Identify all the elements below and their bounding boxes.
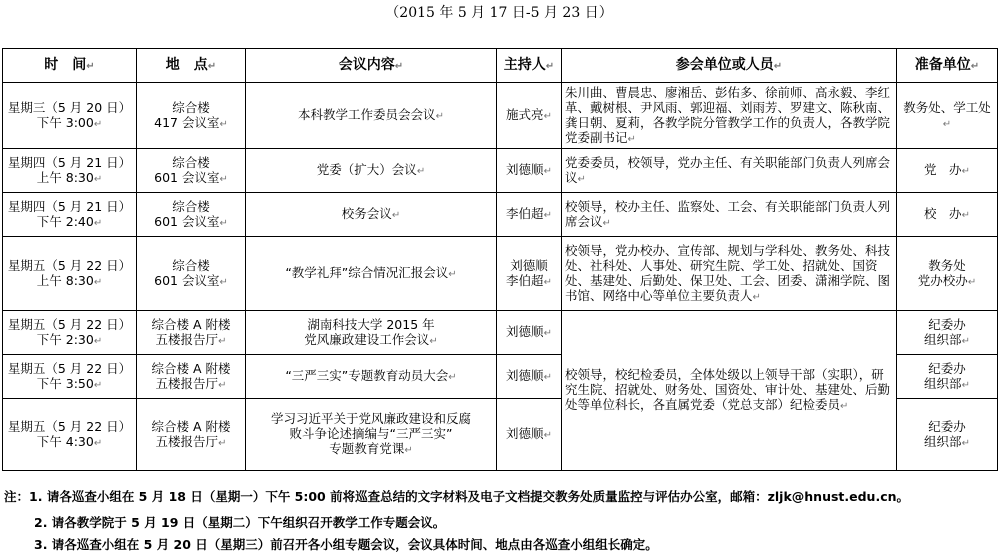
notes-label: 注： xyxy=(4,489,30,504)
prep-cell: 纪委办 组织部↵ xyxy=(897,355,998,399)
paragraph-mark-icon: ↵ xyxy=(429,335,438,347)
paragraph-mark-icon: ↵ xyxy=(93,335,103,347)
prep-cell: 校 办↵ xyxy=(897,193,998,237)
paragraph-mark-icon: ↵ xyxy=(543,372,552,383)
paragraph-mark-icon: ↵ xyxy=(86,60,95,72)
schedule-title: （2015 年 5 月 17 日-5 月 23 日） xyxy=(385,5,613,21)
header-prep: 准备单位↵ xyxy=(897,49,998,83)
header-host: 主持人↵ xyxy=(497,49,562,83)
host-cell: 刘德顺↵ xyxy=(497,399,562,471)
paragraph-mark-icon: ↵ xyxy=(448,269,457,280)
place-cell: 综合楼 601 会议室↵ xyxy=(137,193,246,237)
paragraph-mark-icon: ↵ xyxy=(207,60,217,72)
paragraph-mark-icon: ↵ xyxy=(416,166,426,177)
paragraph-mark-icon: ↵ xyxy=(543,328,552,339)
header-content: 会议内容↵ xyxy=(246,49,497,83)
paragraph-mark-icon: ↵ xyxy=(773,60,783,72)
note-item: 2. 请各教学院于 5 月 19 日（星期二）下午组织召开教学工作专题会议。 xyxy=(34,515,446,530)
host-cell: 施式亮↵ xyxy=(497,83,562,149)
time-cell: 星期五（5 月 22 日） 下午 2:30↵ xyxy=(3,311,137,355)
paragraph-mark-icon: ↵ xyxy=(218,379,227,391)
host-cell: 刘德顺↵ xyxy=(497,355,562,399)
paragraph-mark-icon: ↵ xyxy=(545,60,555,72)
paragraph-mark-icon: ↵ xyxy=(93,379,103,391)
paragraph-mark-icon: ↵ xyxy=(967,276,977,288)
place-cell: 综合楼 601 会议室↵ xyxy=(137,237,246,311)
header-time: 时 间↵ xyxy=(3,49,137,83)
paragraph-mark-icon: ↵ xyxy=(93,173,103,185)
content-cell: 湖南科技大学 2015 年 党风廉政建设工作会议↵ xyxy=(246,311,497,355)
table-row xyxy=(3,193,998,237)
paragraph-mark-icon: ↵ xyxy=(219,217,228,229)
paragraph-mark-icon: ↵ xyxy=(627,133,636,145)
prep-cell: 教务处、学工处↵ xyxy=(897,83,998,149)
prep-cell: 党 办↵ xyxy=(897,149,998,193)
content-cell: 学习习近平关于党风廉政建设和反腐 败斗争论述摘编与“三严三实” 专题教育党课↵ xyxy=(246,399,497,471)
content-cell: 党委（扩大）会议↵ xyxy=(246,149,497,193)
attendees-cell: 朱川曲、曹晨忠、廖湘岳、彭佑多、徐前师、高永毅、李红革、戴树根、尹风雨、郭迎福、刘雨芳、罗建文、陈秋南、龚日朝、夏莉，各教学院分管教学工作的负责人，各教学院党委副书记↵ xyxy=(562,83,897,149)
paragraph-mark-icon: ↵ xyxy=(577,173,586,185)
place-cell: 综合楼 601 会议室↵ xyxy=(137,149,246,193)
paragraph-mark-icon: ↵ xyxy=(970,60,980,72)
host-cell: 刘德顺 李伯超↵ xyxy=(497,237,562,311)
paragraph-mark-icon: ↵ xyxy=(961,210,970,221)
paragraph-mark-icon: ↵ xyxy=(961,437,970,449)
place-cell: 综合楼 A 附楼 五楼报告厅↵ xyxy=(137,355,246,399)
host-cell: 刘德顺↵ xyxy=(497,149,562,193)
paragraph-mark-icon: ↵ xyxy=(543,210,552,221)
host-cell: 李伯超↵ xyxy=(497,193,562,237)
paragraph-mark-icon: ↵ xyxy=(219,118,228,130)
table-header-row xyxy=(3,49,998,83)
paragraph-mark-icon: ↵ xyxy=(394,60,404,72)
place-cell: 综合楼 417 会议室↵ xyxy=(137,83,246,149)
merged-attendees-cell: 校领导，校纪检委员，全体处级以上领导干部（实职），研究生院、招就处、财务处、国资处、审计处、基建处、后勤处等单位科长，各直属党委（党总支部）纪检委员↵ xyxy=(562,311,897,471)
place-cell: 综合楼 A 附楼 五楼报告厅↵ xyxy=(137,311,246,355)
paragraph-mark-icon: ↵ xyxy=(448,372,457,383)
paragraph-mark-icon: ↵ xyxy=(543,166,552,177)
table-row xyxy=(3,311,998,355)
paragraph-mark-icon: ↵ xyxy=(961,379,970,391)
paragraph-mark-icon: ↵ xyxy=(961,166,970,177)
paragraph-mark-icon: ↵ xyxy=(218,437,227,449)
prep-cell: 教务处 党办校办↵ xyxy=(897,237,998,311)
attendees-cell: 校领导，党办校办、宣传部、规划与学科处、教务处、科技处、社科处、人事处、研究生院、学工处、招就处、国资处、基建处、后勤处、保卫处、工会、团委、潇湘学院、图书馆、网络中心等单位主要负责人↵ xyxy=(562,237,897,311)
place-cell: 综合楼 A 附楼 五楼报告厅↵ xyxy=(137,399,246,471)
paragraph-mark-icon: ↵ xyxy=(543,276,552,288)
paragraph-mark-icon: ↵ xyxy=(404,445,413,456)
attendees-cell: 党委委员，校领导，党办主任、有关职能部门负责人列席会议↵ xyxy=(562,149,897,193)
table-row xyxy=(3,83,998,149)
time-cell: 星期五（5 月 22 日） 下午 3:50↵ xyxy=(3,355,137,399)
paragraph-mark-icon: ↵ xyxy=(218,335,227,347)
paragraph-mark-icon: ↵ xyxy=(93,118,103,130)
paragraph-mark-icon: ↵ xyxy=(602,217,611,229)
prep-cell: 纪委办 组织部↵ xyxy=(897,311,998,355)
content-cell: 本科教学工作委员会会议↵ xyxy=(246,83,497,149)
time-cell: 星期四（5 月 21 日） 下午 2:40↵ xyxy=(3,193,137,237)
paragraph-mark-icon: ↵ xyxy=(93,217,103,229)
time-cell: 星期五（5 月 22 日） 下午 4:30↵ xyxy=(3,399,137,471)
prep-cell: 纪委办 组织部↵ xyxy=(897,399,998,471)
host-cell: 刘德顺↵ xyxy=(497,311,562,355)
header-place: 地 点↵ xyxy=(137,49,246,83)
paragraph-mark-icon: ↵ xyxy=(543,430,552,441)
time-cell: 星期五（5 月 22 日） 上午 8:30↵ xyxy=(3,237,137,311)
paragraph-mark-icon: ↵ xyxy=(93,276,103,288)
content-cell: 校务会议↵ xyxy=(246,193,497,237)
time-cell: 星期三（5 月 20 日） 下午 3:00↵ xyxy=(3,83,137,149)
paragraph-mark-icon: ↵ xyxy=(435,111,444,122)
paragraph-mark-icon: ↵ xyxy=(93,437,103,449)
attendees-cell: 校领导，校办主任、监察处、工会、有关职能部门负责人列席会议↵ xyxy=(562,193,897,237)
table-row xyxy=(3,149,998,193)
paragraph-mark-icon: ↵ xyxy=(391,210,401,221)
paragraph-mark-icon: ↵ xyxy=(942,118,952,130)
table-row xyxy=(3,237,998,311)
paragraph-mark-icon: ↵ xyxy=(752,291,761,303)
paragraph-mark-icon: ↵ xyxy=(543,111,552,122)
note-item: 3. 请各巡查小组在 5 月 20 日（星期三）前召开各小组专题会议，会议具体时间、地点由各巡查小组组长确定。 xyxy=(34,537,658,552)
meeting-schedule-table xyxy=(2,48,998,471)
paragraph-mark-icon: ↵ xyxy=(219,276,228,288)
paragraph-mark-icon: ↵ xyxy=(840,401,849,412)
paragraph-mark-icon: ↵ xyxy=(219,173,228,185)
content-cell: “三严三实”专题教育动员大会↵ xyxy=(246,355,497,399)
content-cell: “教学礼拜”综合情况汇报会议↵ xyxy=(246,237,497,311)
header-attendees: 参会单位或人员↵ xyxy=(562,49,897,83)
paragraph-mark-icon: ↵ xyxy=(961,335,970,347)
note-item: 注：1. 请各巡查小组在 5 月 18 日（星期一）下午 5:00 前将巡查总结的文字材料及电子文档提交教务处质量监控与评估办公室，邮箱：zljk@hnust.edu.cn。 xyxy=(4,489,910,504)
time-cell: 星期四（5 月 21 日） 上午 8:30↵ xyxy=(3,149,137,193)
